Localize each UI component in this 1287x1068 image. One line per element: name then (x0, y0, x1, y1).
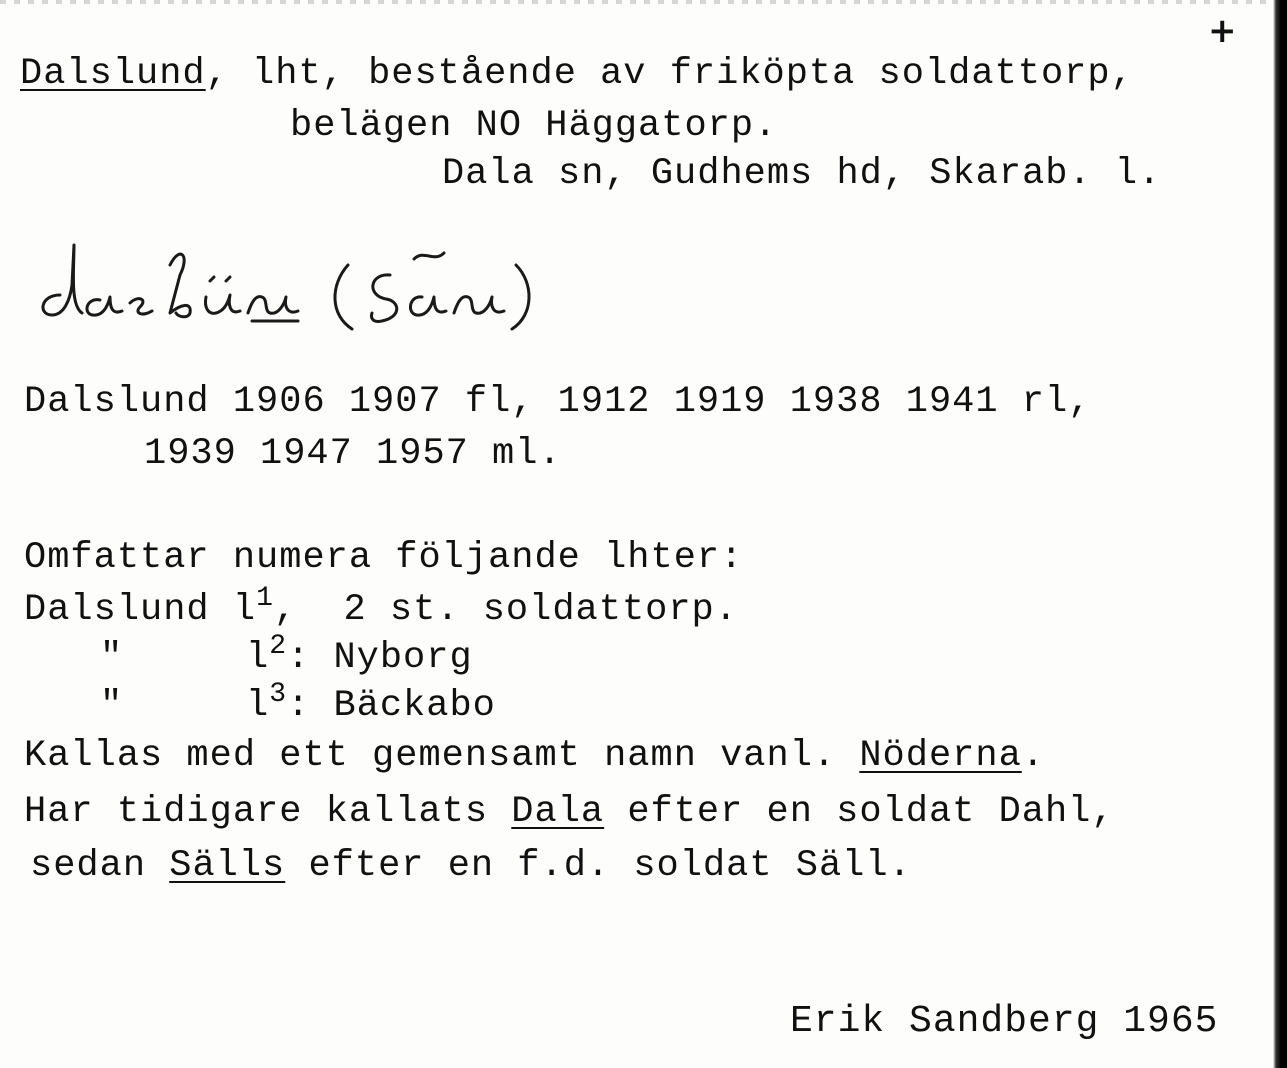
common-name-prefix: Kallas med ett gemensamt namn vanl. (24, 735, 860, 777)
former-name-explanation: efter en soldat Dahl, (604, 791, 1115, 833)
ditto-mark: " (100, 685, 124, 727)
later-name-salls: Sälls (169, 845, 286, 887)
corner-plus-mark: + (1208, 11, 1237, 51)
former-name-dala: Dala (511, 791, 605, 833)
component-number: l (232, 589, 257, 631)
component-description: : Nyborg (287, 637, 473, 679)
heading-description: , lht, bestående av friköpta soldattorp, (205, 53, 1134, 95)
later-name-line (30, 844, 912, 888)
component-item (24, 583, 738, 635)
component-number: l (246, 685, 270, 727)
place-name: Dalslund (20, 53, 206, 95)
card-top-edge (0, 0, 1287, 4)
component-superscript: 2 (269, 631, 288, 662)
component-item (24, 679, 496, 731)
records-line-1: Dalslund 1906 1907 fl, 1912 1919 1938 1941 rl, (24, 381, 1092, 423)
ditto-mark: " (100, 637, 124, 679)
later-name-explanation: efter en f.d. soldat Säll. (285, 845, 912, 887)
component-name: Dalslund (24, 589, 210, 631)
card-right-edge (1273, 0, 1287, 1068)
component-description: , 2 st. soldattorp. (273, 589, 738, 631)
heading-line-2: belägen NO Häggatorp. (290, 105, 778, 147)
common-name-line (24, 734, 1045, 778)
later-name-prefix: sedan (30, 845, 170, 887)
component-description: : Bäckabo (287, 685, 496, 727)
common-name: Nöderna (859, 735, 1022, 777)
handwriting-drawing (30, 225, 600, 335)
heading-line-1 (20, 52, 1134, 96)
components-intro: Omfattar numera följande lhter: (24, 537, 744, 579)
handwritten-pronunciation (30, 225, 600, 335)
common-name-suffix: . (1021, 735, 1045, 777)
author-signature: Erik Sandberg 1965 (790, 1000, 1219, 1043)
heading-line-3: Dala sn, Gudhems hd, Skarab. l. (442, 153, 1162, 195)
component-superscript: 1 (256, 583, 274, 614)
former-name-prefix: Har tidigare kallats (24, 791, 512, 833)
records-line-2: 1939 1947 1957 ml. (144, 433, 562, 475)
former-name-line (24, 790, 1115, 834)
component-item (24, 631, 473, 683)
component-number: l (246, 637, 270, 679)
component-superscript: 3 (269, 679, 288, 710)
